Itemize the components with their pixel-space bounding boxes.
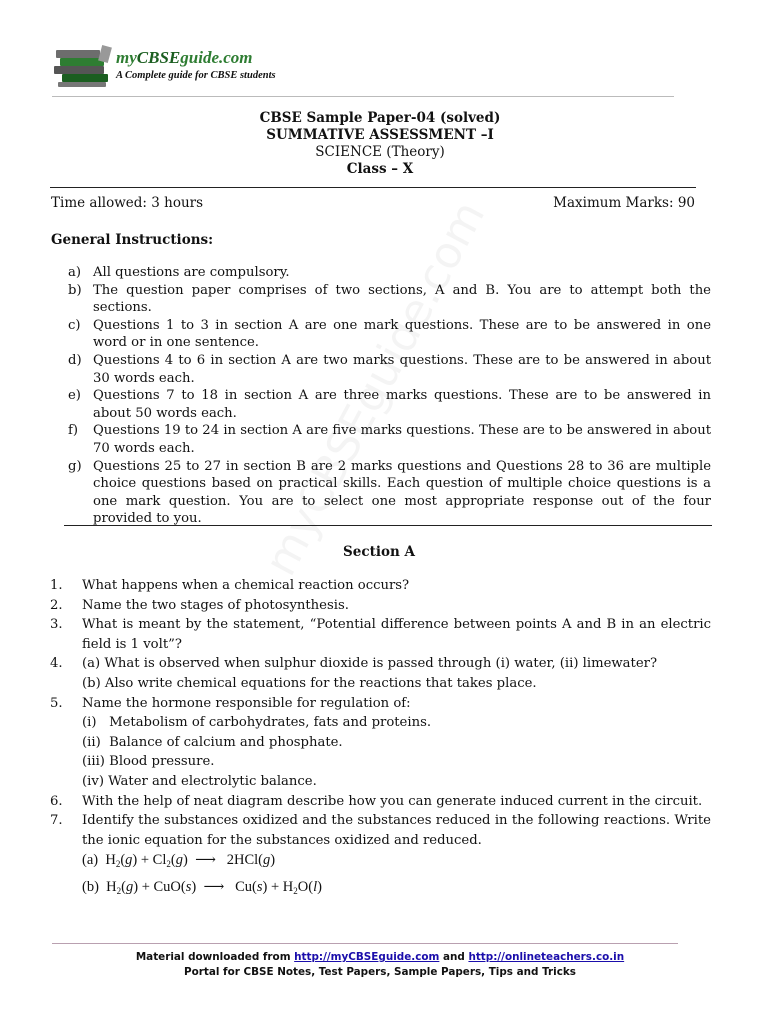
- paper-title: CBSE Sample Paper-04 (solved): [259, 110, 501, 126]
- equation-b: (b) $H_2(g) + CuO(s)$ ⟶ $Cu(s) + H_2O(l)$: [82, 879, 322, 896]
- mycbseguide-link[interactable]: http://myCBSEguide.com: [294, 951, 440, 963]
- books-stack-icon: [52, 44, 114, 88]
- question-3: 3. What is meant by the statement, “Potential difference between points A and B in an electric field is 1 volt”?: [50, 617, 711, 652]
- footer-divider: [52, 943, 678, 944]
- subject-title: SCIENCE (Theory): [315, 144, 445, 160]
- logo-title: myCBSEguide.com: [116, 48, 253, 67]
- question-5-sub-iii: (iii) Blood pressure.: [82, 754, 215, 770]
- question-2: 2. Name the two stages of photosynthesis.: [50, 597, 349, 613]
- instruction-item: c) Questions 1 to 3 in section A are one mark questions. These are to be answered in one word or in one sentence.: [68, 317, 711, 351]
- site-logo[interactable]: [52, 44, 292, 90]
- question-5-sub-i: (i) Metabolism of carbohydrates, fats and proteins.: [82, 715, 432, 731]
- question-4-part-b: (b) Also write chemical equations for the reactions that takes place.: [82, 675, 537, 691]
- instruction-item: g) Questions 25 to 27 in section B are 2 marks questions and Questions 28 to 36 are multiple choice questions based on practical skills. Each question of multiple choice questions is a one mark question. You are to select one most appropriate response out of the four provided to you.: [68, 458, 711, 527]
- question-5-sub-ii: (ii) Balance of calcium and phosphate.: [82, 734, 343, 750]
- equation-a: (a) $H_2(g) + Cl_2(g)$ ⟶ 2HCl(g): [82, 852, 276, 869]
- question-1: 1. What happens when a chemical reaction occurs?: [50, 578, 410, 593]
- question-7: 7. Identify the substances oxidized and the substances reduced in the following reactions. Write the ionic equation for the substances oxidized and reduced.: [50, 813, 711, 848]
- instruction-item: d) Questions 4 to 6 in section A are two marks questions. These are to be answered in about 30 words each.: [68, 352, 711, 386]
- instructions-divider: [64, 525, 712, 526]
- instruction-item: a) All questions are compulsory.: [68, 265, 290, 280]
- section-a-title: Section A: [343, 544, 415, 560]
- maximum-marks: Maximum Marks: 90: [553, 195, 695, 211]
- footer-line-1: Material downloaded from http://myCBSEguide.com and http://onlineteachers.co.in: [135, 951, 625, 963]
- question-4: 4. (a) What is observed when sulphur dioxide is passed through (i) water, (ii) limewater?: [50, 656, 658, 672]
- instruction-item: e) Questions 7 to 18 in section A are three marks questions. These are to be answered in about 50 words each.: [68, 388, 711, 421]
- onlineteachers-link[interactable]: http://onlineteachers.co.in: [468, 951, 625, 963]
- question-5: 5. Name the hormone responsible for regulation of:: [50, 695, 411, 711]
- instruction-item: f) Questions 19 to 24 in section A are five marks questions. These are to be answered in about 70 words each.: [68, 423, 711, 456]
- instruction-item: b) The question paper comprises of two sections, A and B. You are to attempt both the sections.: [68, 282, 711, 316]
- assessment-title: SUMMATIVE ASSESSMENT –I: [266, 127, 494, 143]
- time-allowed: Time allowed: 3 hours: [51, 195, 204, 211]
- logo-tagline: A Complete guide for CBSE students: [116, 70, 276, 81]
- header-divider: [52, 96, 674, 97]
- question-6: 6. With the help of neat diagram describe how you can generate induced current in the circuit.: [50, 793, 703, 809]
- questions-list: [50, 576, 711, 850]
- general-instructions-title: General Instructions:: [51, 232, 214, 248]
- question-5-sub-iv: (iv) Water and electrolytic balance.: [82, 773, 317, 789]
- class-title: Class – X: [346, 161, 414, 177]
- footer-line-2: Portal for CBSE Notes, Test Papers, Sample Papers, Tips and Tricks: [184, 966, 576, 978]
- instructions-list: [68, 264, 711, 528]
- title-divider: [50, 187, 696, 188]
